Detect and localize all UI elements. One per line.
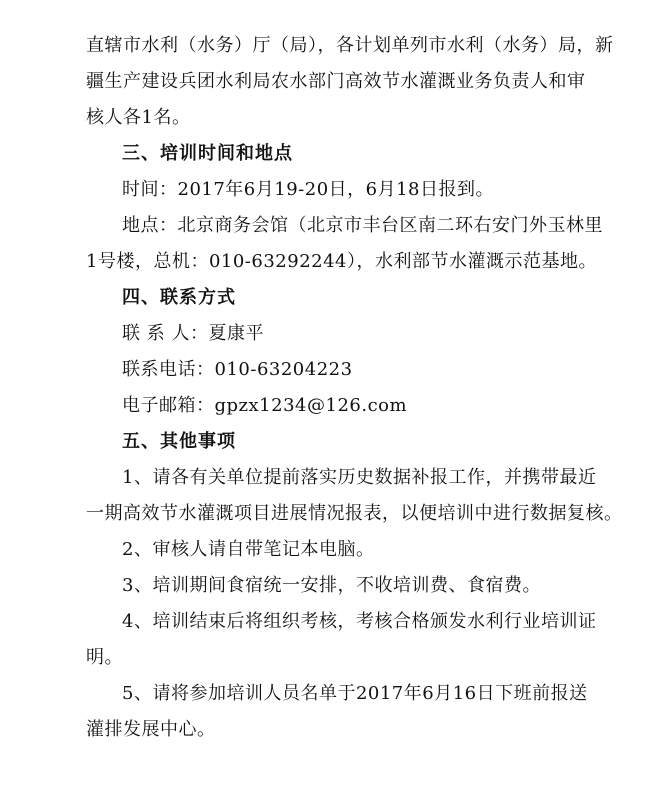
- list-item-continuation: 灌排发展中心。: [86, 719, 216, 740]
- paragraph-line: 直辖市水利（水务）厅（局），各计划单列市水利（水务）局，新: [86, 35, 614, 56]
- training-time: 时间：2017年6月19-20日，6月18日报到。: [122, 179, 495, 200]
- list-item: 1、请各有关单位提前落实历史数据补报工作，并携带最近: [122, 467, 597, 488]
- contact-email: 电子邮箱：gpzx1234@126.com: [122, 395, 408, 416]
- training-place-line: 地点：北京商务会馆（北京市丰台区南二环右安门外玉林里: [122, 215, 603, 236]
- paragraph-line: 核人各1名。: [86, 107, 191, 128]
- contact-phone: 联系电话：010-63204223: [122, 359, 353, 380]
- list-item-continuation: 明。: [86, 647, 123, 668]
- list-item: 5、请将参加培训人员名单于2017年6月16日下班前报送: [122, 683, 588, 704]
- list-item: 3、培训期间食宿统一安排，不收培训费、食宿费。: [122, 575, 541, 596]
- paragraph-line: 疆生产建设兵团水利局农水部门高效节水灌溉业务负责人和审: [86, 71, 586, 92]
- list-item: 4、培训结束后将组织考核，考核合格颁发水利行业培训证: [122, 611, 597, 632]
- section-heading-4: 四、联系方式: [122, 287, 236, 308]
- list-item: 2、审核人请自带笔记本电脑。: [122, 539, 375, 560]
- section-heading-3: 三、培训时间和地点: [122, 143, 293, 164]
- section-heading-5: 五、其他事项: [122, 431, 236, 452]
- list-item-continuation: 一期高效节水灌溉项目进展情况报表，以便培训中进行数据复核。: [86, 503, 623, 524]
- training-place-line: 1号楼，总机：010-63292244），水利部节水灌溉示范基地。: [86, 251, 598, 272]
- contact-person: 联 系 人：夏康平: [122, 323, 264, 344]
